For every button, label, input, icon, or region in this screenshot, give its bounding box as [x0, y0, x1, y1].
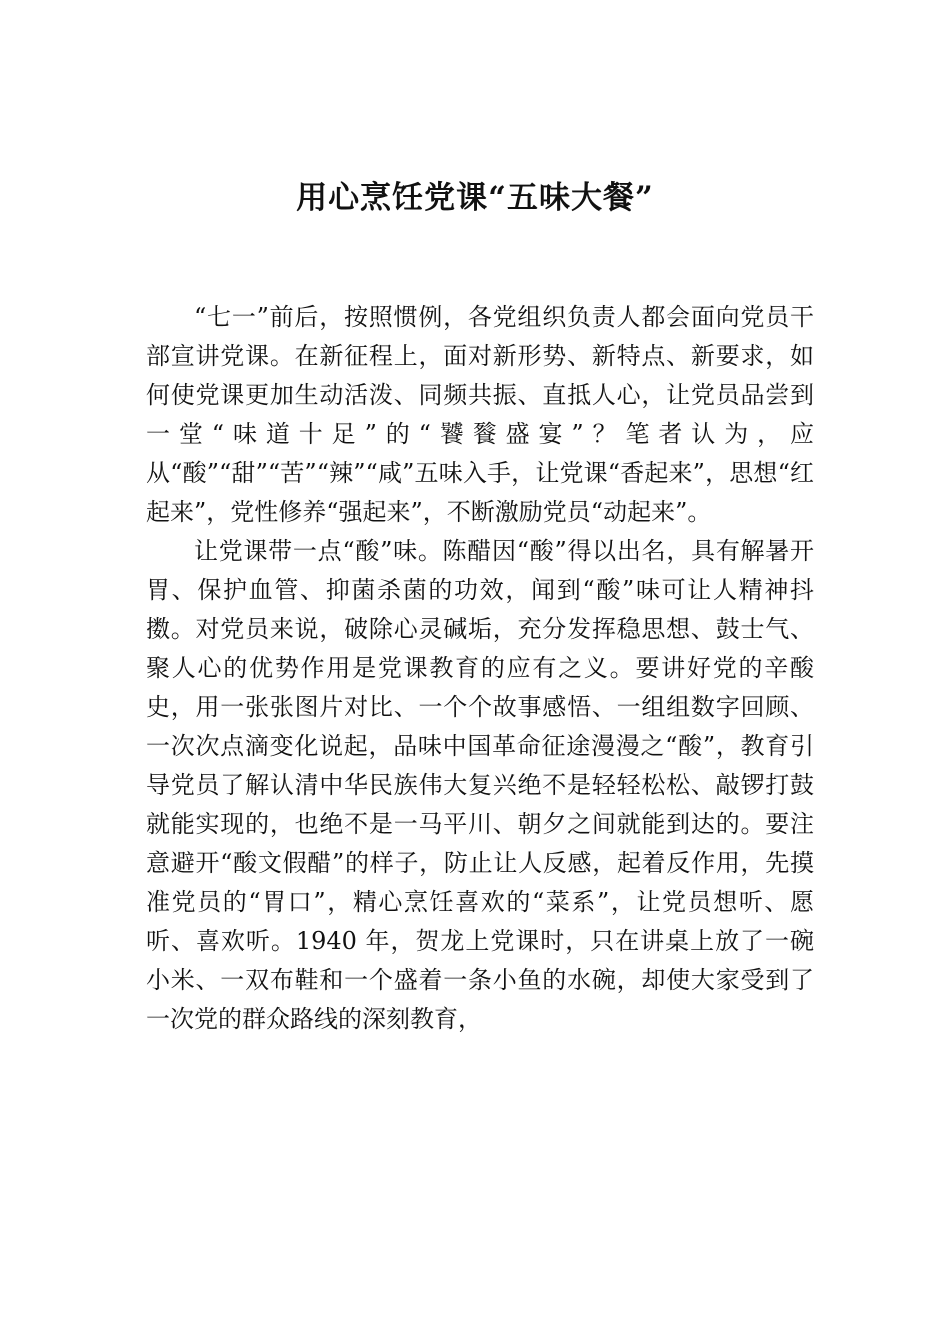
document-body [146, 298, 814, 1039]
paragraph-sour: 让党课带一点“酸”味。陈醋因“酸”得以出名，具有解暑开胃、保护血管、抑菌杀菌的功效，闻到“酸”味可让人精神抖擞。对党员来说，破除心灵碱垢，充分发挥稳思想、鼓士气、聚人心的优势作用是党课教育的应有之义。要讲好党的辛酸史，用一张张图片对比、一个个故事感悟、一组组数字回顾、一次次点滴变化说起，品味中国革命征途漫漫之“酸”，教育引导党员了解认清中华民族伟大复兴绝不是轻轻松松、敲锣打鼓就能实现的，也绝不是一马平川、朝夕之间就能到达的。要注意避开“酸文假醋”的样子，防止让人反感，起着反作用，先摸准党员的“胃口”，精心烹饪喜欢的“菜系”，让党员想听、愿听、喜欢听。1940 年，贺龙上党课时，只在讲桌上放了一碗小米、一双布鞋和一个盛着一条小鱼的水碗，却使大家受到了一次党的群众路线的深刻教育， [146, 537, 814, 1033]
paragraph-intro: “七一”前后，按照惯例，各党组织负责人都会面向党员干部宣讲党课。在新征程上，面对新形势、新特点、新要求，如何使党课更加生动活泼、同频共振、直抵人心，让党员品尝到一堂“味道十足”的“饕餮盛宴”？笔者认为，应从“酸”“甜”“苦”“辣”“咸”五味入手，让党课“香起来”，思想“红起来”，党性修养“强起来”，不断激励党员“动起来”。 [146, 303, 814, 526]
document-title: 用心烹饪党课“五味大餐” [296, 180, 654, 216]
